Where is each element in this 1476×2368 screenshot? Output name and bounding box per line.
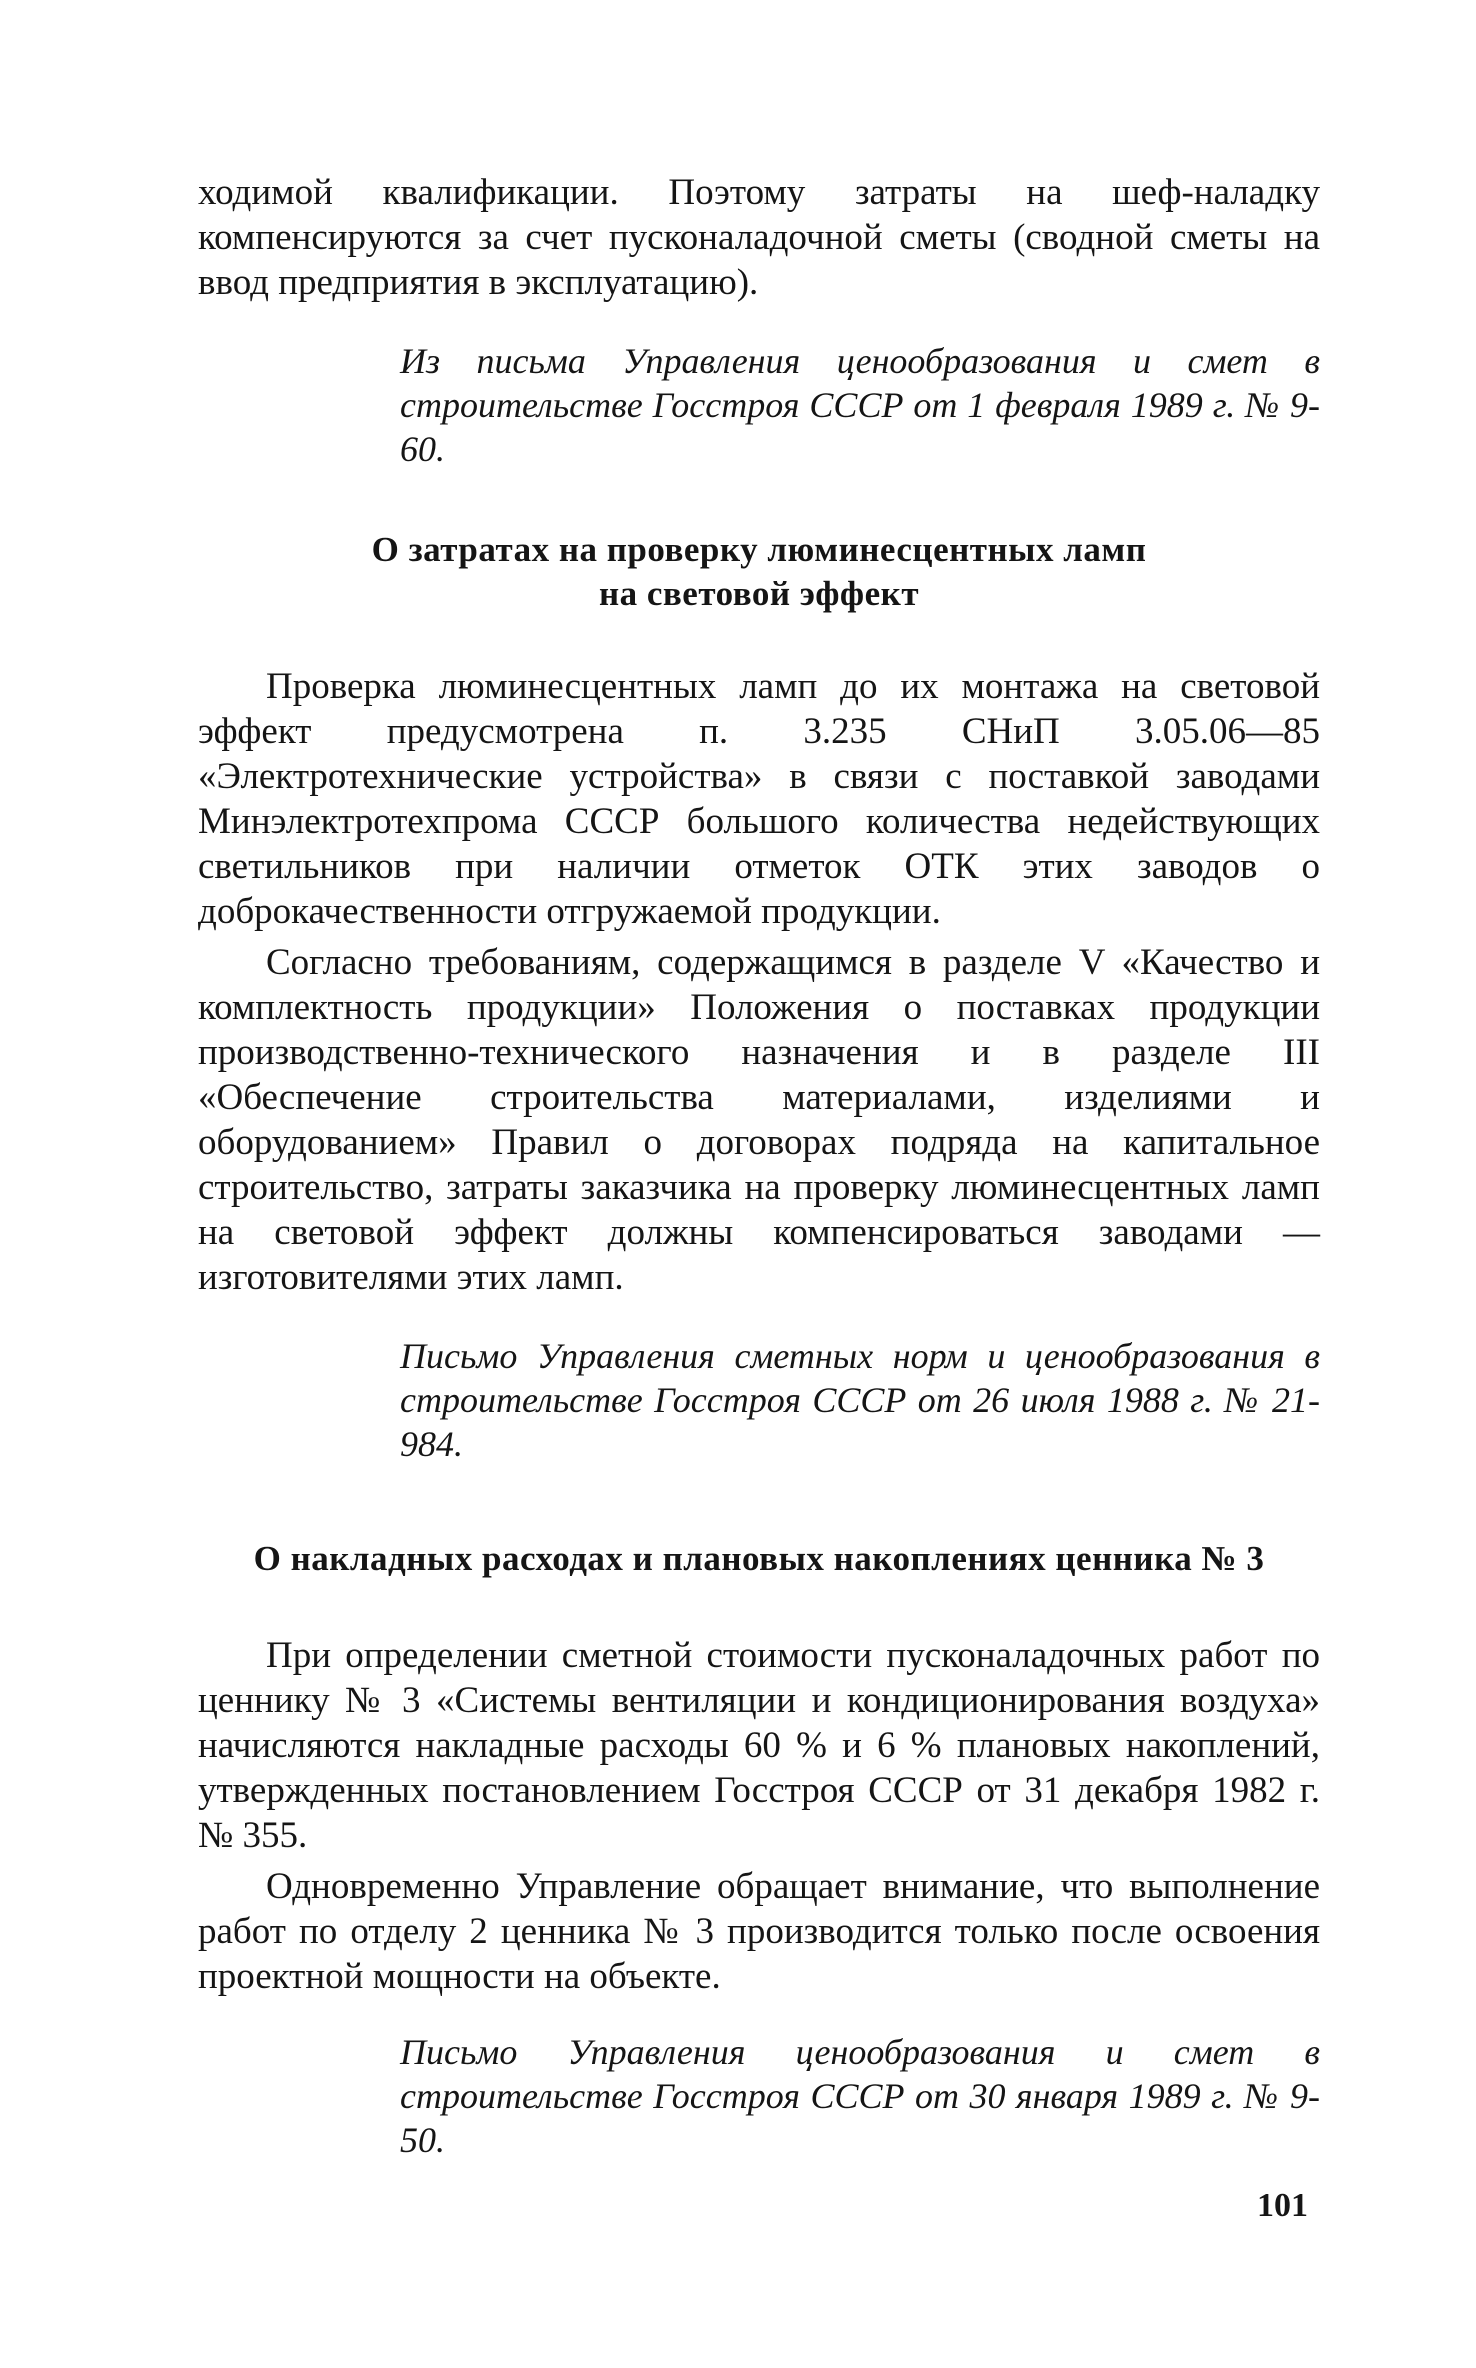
page-number: 101 — [1257, 2187, 1308, 2224]
section-1-title-line-1: О затратах на проверку люминесцентных ламп — [371, 530, 1147, 569]
source-note-1: Из письма Управления ценообразования и смет в строительстве Госстроя СССР от 1 февраля 1989 г. № 9-60. — [400, 341, 1320, 469]
section-1-paragraph-2: Согласно требованиям, содержащимся в разделе V «Качество и комплектность продукции» Положения о поставках продукции производственно-технического назначения и в разделе III «Обеспечение строительства материалами, изделиями и оборудованием» Правил о договорах подряда на капитальное строительство, затраты заказчика на проверку люминесцентных ламп на световой эффект должны компенсироваться заводами — изготовителями этих ламп. — [198, 942, 1320, 1298]
section-2-paragraph-2: Одновременно Управление обращает внимание, что выполнение работ по отделу 2 ценника № 3 производится только после освоения проектной мощности на объекте. — [198, 1866, 1320, 1997]
section-2-title: О накладных расходах и плановых накоплениях ценника № 3 — [253, 1539, 1265, 1578]
section-1-title — [198, 528, 1320, 616]
section-1-body — [198, 664, 1320, 1300]
source-note-3: Письмо Управления ценообразования и смет в строительстве Госстроя СССР от 30 января 1989 г. № 9-50. — [400, 2032, 1320, 2160]
section-1-title-line-2: на световой эффект — [598, 574, 920, 613]
source-note-2: Письмо Управления сметных норм и ценообразования в строительстве Госстроя СССР от 26 июля 1988 г. № 21-984. — [400, 1336, 1320, 1464]
intro-paragraph: ходимой квалификации. Поэтому затраты на шеф-наладку компенсируются за счет пусконаладочной сметы (сводной сметы на ввод предприятия в эксплуатацию). — [198, 172, 1320, 303]
section-1-paragraph-1: Проверка люминесцентных ламп до их монтажа на световой эффект предусмотрена п. 3.235 СНиП 3.05.06—85 «Электротехнические устройства» в связи с поставкой заводами Минэлектротехпрома СССР большого количества недействующих светильников при наличии отметок ОТК этих заводов о доброкачественности отгружаемой продукции. — [198, 666, 1320, 932]
section-2-paragraph-1: При определении сметной стоимости пусконаладочных работ по ценнику № 3 «Системы вентиляции и кондиционирования воздуха» начисляются накладные расходы 60 % и 6 % плановых накоплений, утвержденных постановлением Госстроя СССР от 31 декабря 1982 г. № 355. — [198, 1635, 1320, 1856]
section-2-body — [198, 1633, 1320, 1999]
